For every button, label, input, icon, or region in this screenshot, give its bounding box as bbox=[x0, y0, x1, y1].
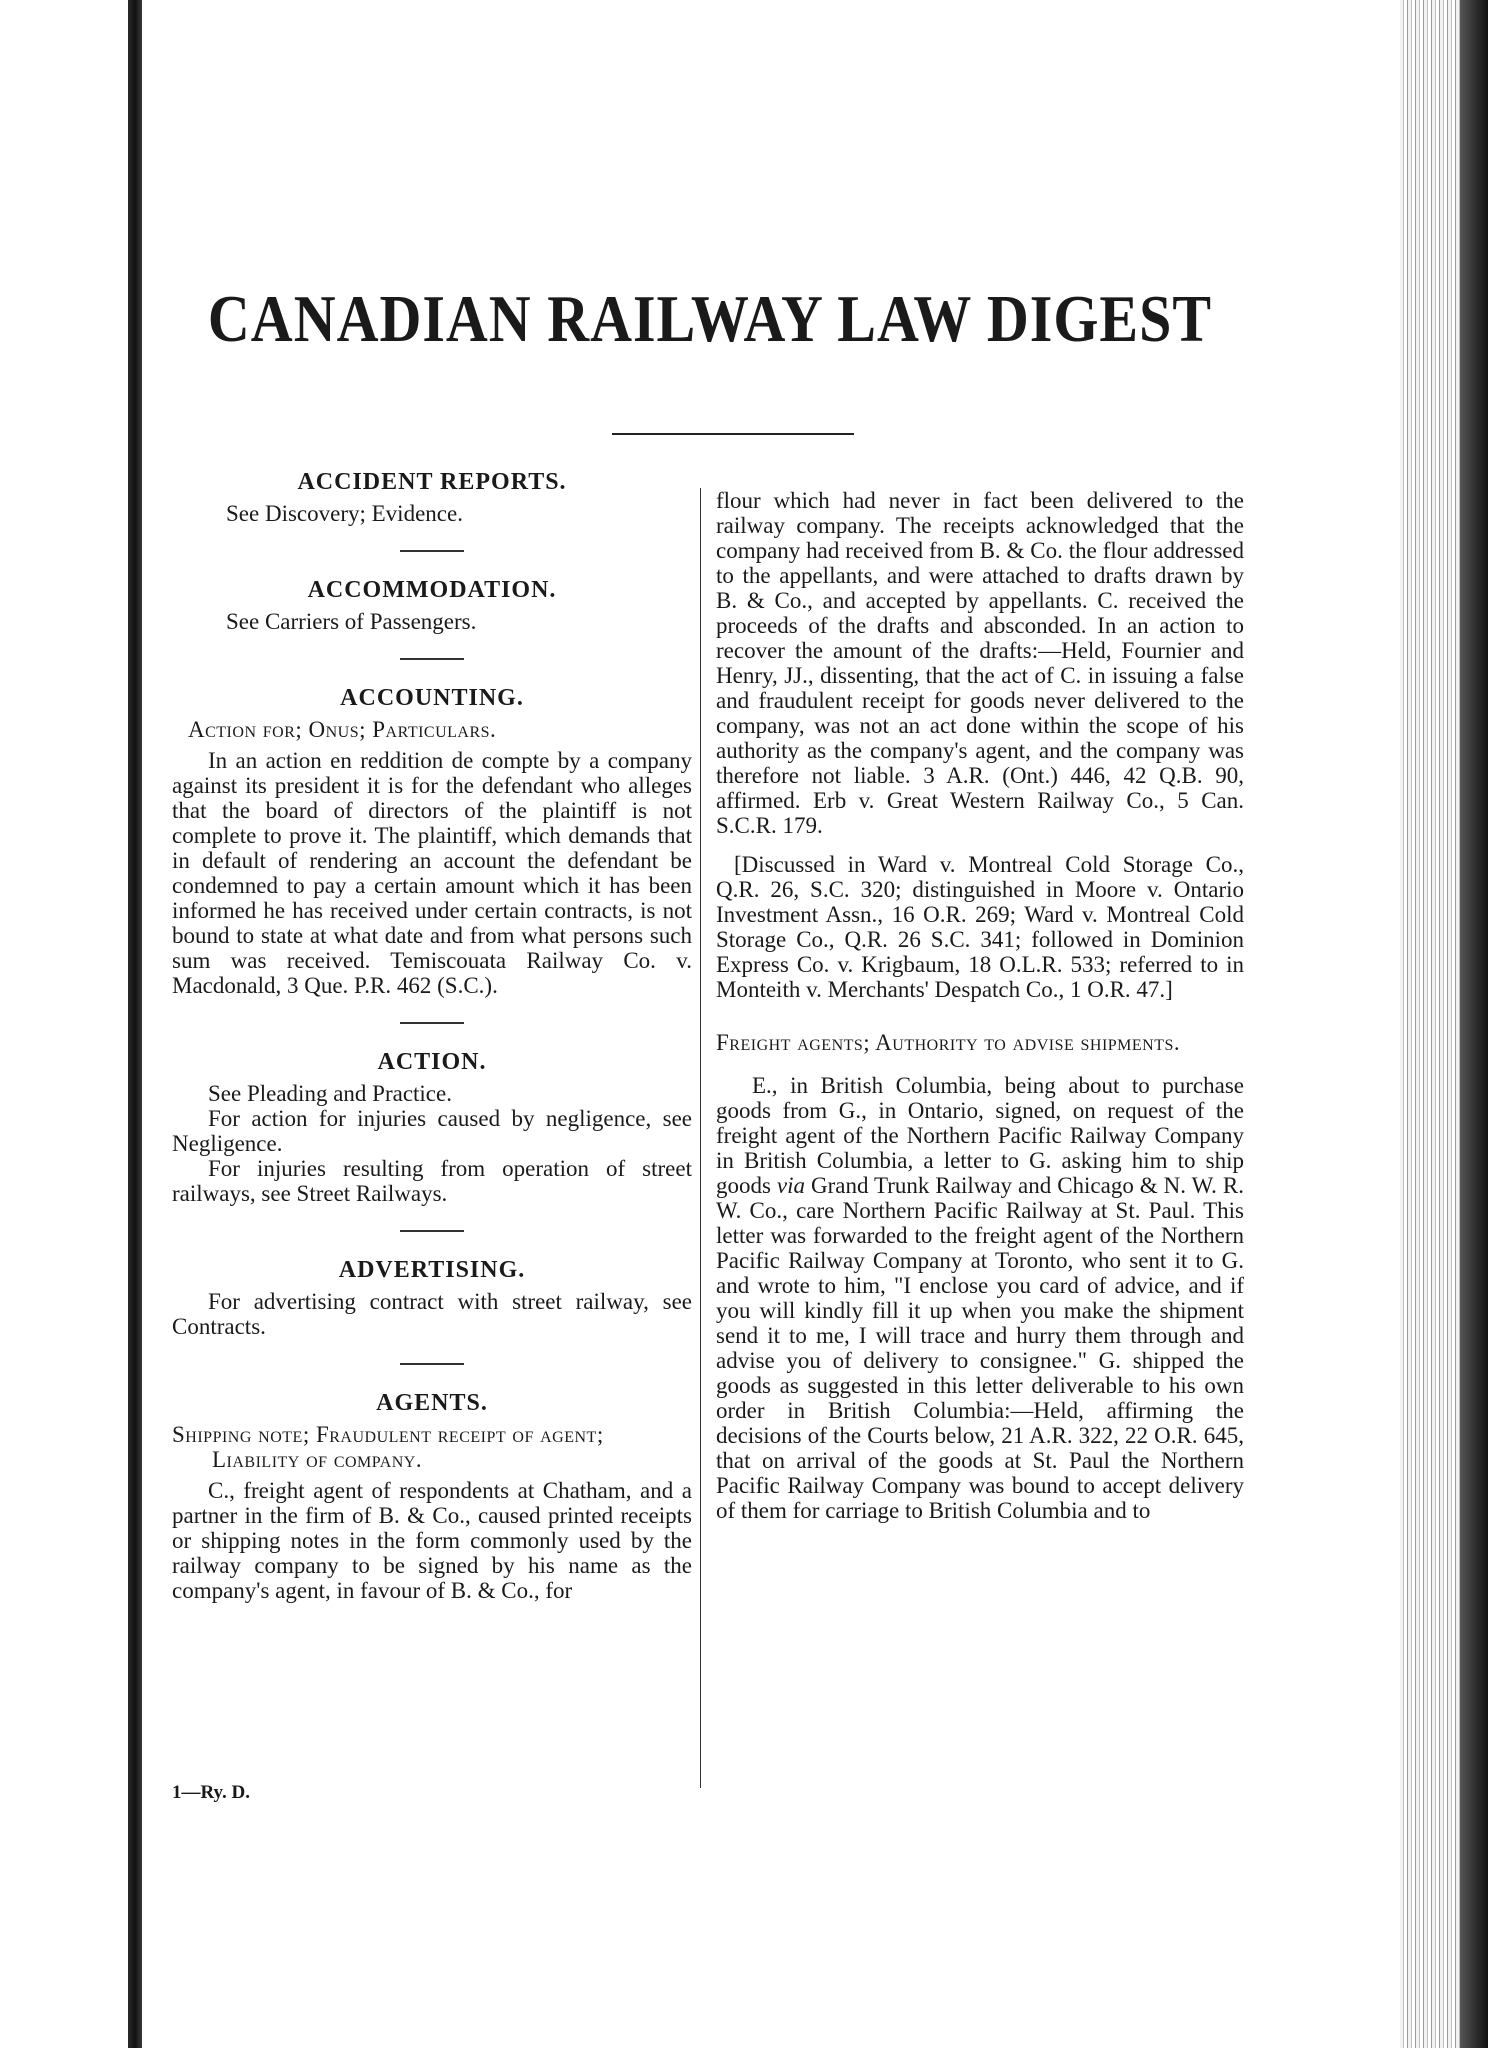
book-binding bbox=[128, 0, 142, 2048]
paragraph-continued: flour which had never in fact been delivered to the railway company. The receipts acknowledged that the company had received from B. & Co. the flour addressed to the appellants, and were attached to drafts drawn by B. & Co., and accepted by appellants. C. received the proceeds of the drafts and absconded. In an action to recover the amount of the drafts:—Held, Fournier and Henry, JJ., dissenting, that the act of C. in issuing a false and fraudulent receipt for goods never delivered to the company, was not an act done within the scope of his authority as the company's agent, and the company was therefore not liable. 3 A.R. (Ont.) 446, 42 Q.B. 90, affirmed. Erb v. Great Western Railway Co., 5 Can. S.C.R. 179. bbox=[716, 488, 1244, 838]
subheading-freight-agents: Freight agents; Authority to advise shipments. bbox=[716, 1030, 1181, 1055]
freight-text-part2: Grand Trunk Railway and Chicago & N. W. R. W. Co., care Northern Pacific Railway at St. Paul. This letter was forwarded to the freight agent of the Northern Pacific Railway Company at Toronto, who sent it to G. and wrote to him, "I enclose you card of advice, and if you will kindly fill it up when you make the shipment send it to me, I will trace and hurry them through and advise you of delivery to consignee." G. shipped the goods as suggested in this letter deliverable to his own order in British Columbia:—Held, affirming the decisions of the Courts below, 21 A.R. 322, 22 O.R. 645, that on arrival of the goods at St. Paul the Northern Pacific Railway Company was bound to accept delivery of them for carriage to British Columbia and to bbox=[716, 1173, 1244, 1523]
paragraph-action-negligence: For action for injuries caused by negligence, see Negligence. bbox=[172, 1106, 692, 1156]
heading-accommodation: ACCOMMODATION. bbox=[307, 577, 557, 603]
signature-mark: 1—Ry. D. bbox=[172, 1782, 250, 1803]
see-reference: See Pleading and Practice. bbox=[208, 1081, 452, 1106]
left-column bbox=[172, 460, 692, 1603]
heading-action: ACTION. bbox=[377, 1049, 487, 1075]
paragraph-agents: C., freight agent of respondents at Chatham, and a partner in the firm of B. & Co., caused printed receipts or shipping notes in the form commonly used by the railway company to be signed by his name as the company's agent, in favour of B. & Co., for bbox=[172, 1478, 692, 1603]
see-reference: See Discovery; Evidence. bbox=[226, 501, 463, 526]
heading-accounting: ACCOUNTING. bbox=[340, 685, 524, 711]
freight-text-part1: E., in British Columbia, being about to purchase goods from G., in Ontario, signed, on request of the freight agent of the Northern Pacific Railway Company in British Columbia, a letter to G. asking him to ship goods bbox=[716, 1073, 1244, 1198]
title-rule bbox=[612, 433, 854, 435]
heading-agents: AGENTS. bbox=[376, 1390, 488, 1416]
page-title: CANADIAN RAILWAY LAW DIGEST bbox=[207, 281, 1213, 356]
section-rule bbox=[400, 658, 464, 660]
freight-text-via: via bbox=[776, 1173, 806, 1198]
paragraph-advertising: For advertising contract with street railway, see Contracts. bbox=[172, 1289, 692, 1339]
section-rule bbox=[400, 550, 464, 552]
paragraph-accounting: In an action en reddition de compte by a company against its president it is for the defendant who alleges that the board of directors of the plaintiff is not complete to prove it. The plaintiff, which demands that in default of rendering an account the defendant be condemned to pay a certain amount which it has been informed he has received under certain contracts, is not bound to state at what date and from what persons such sum was received. Temiscouata Railway Co. v. Macdonald, 3 Que. P.R. 462 (S.C.). bbox=[172, 748, 692, 998]
subheading-accounting: Action for; Onus; Particulars. bbox=[188, 717, 497, 742]
right-column bbox=[716, 488, 1244, 1523]
section-rule bbox=[400, 1022, 464, 1024]
section-rule bbox=[400, 1230, 464, 1232]
heading-accident-reports: ACCIDENT REPORTS. bbox=[297, 469, 567, 495]
paragraph-freight-agents bbox=[716, 1073, 1244, 1523]
see-reference: See Carriers of Passengers. bbox=[226, 609, 477, 634]
heading-advertising: ADVERTISING. bbox=[338, 1257, 526, 1283]
section-rule bbox=[400, 1363, 464, 1365]
page-stack-edges bbox=[1400, 0, 1488, 2048]
spacer bbox=[716, 1061, 1244, 1073]
column-divider bbox=[700, 488, 701, 1788]
citation-note: [Discussed in Ward v. Montreal Cold Storage Co., Q.R. 26, S.C. 320; distinguished in Moore v. Ontario Investment Assn., 16 O.R. 269; Ward v. Montreal Cold Storage Co., Q.R. 26 S.C. 341; followed in Dominion Express Co. v. Krigbaum, 18 O.L.R. 533; referred to in Monteith v. Merchants' Despatch Co., 1 O.R. 47.] bbox=[716, 852, 1244, 1002]
subheading-agents: Shipping note; Fraudulent receipt of agent; Liability of company. bbox=[172, 1422, 604, 1472]
paragraph-action-street-railways: For injuries resulting from operation of street railways, see Street Railways. bbox=[172, 1156, 692, 1206]
